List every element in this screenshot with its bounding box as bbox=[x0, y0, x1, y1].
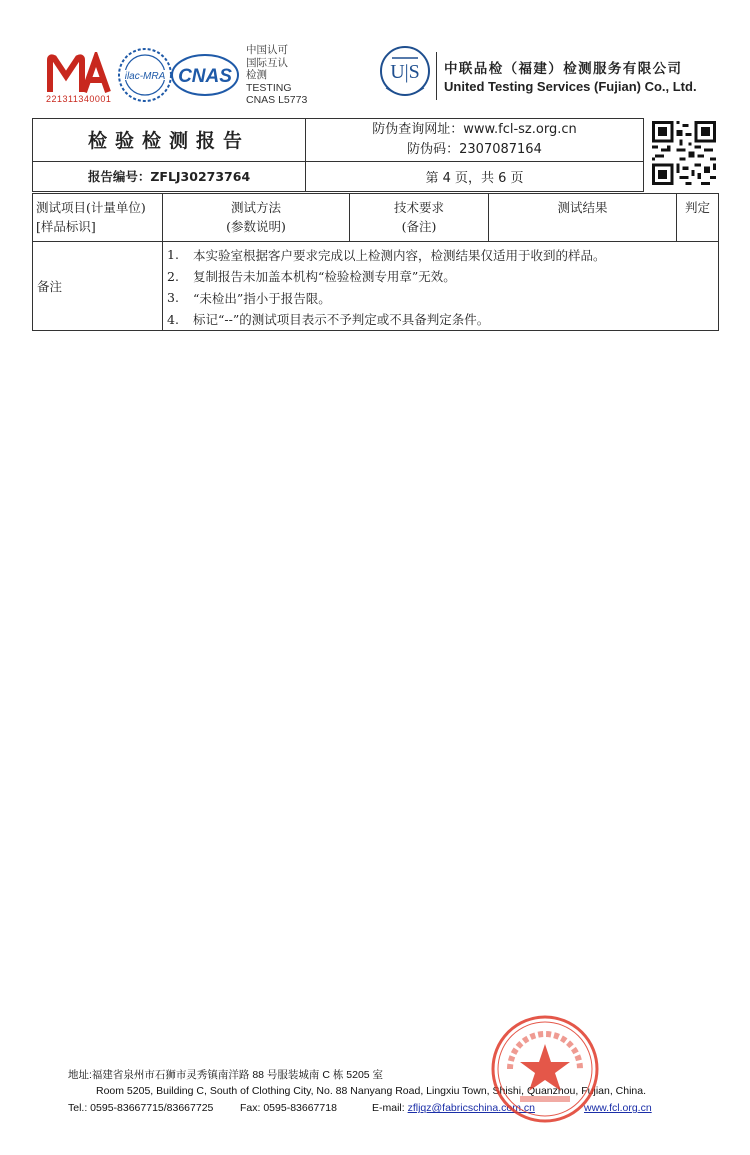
verify-url[interactable]: 防伪查询网址：www.fcl-sz.org.cn bbox=[372, 121, 577, 137]
svg-text:ilac-MRA: ilac-MRA bbox=[124, 71, 166, 82]
report-info-table bbox=[32, 118, 644, 192]
remarks-row bbox=[33, 242, 719, 331]
svg-text:U|S: U|S bbox=[390, 61, 420, 83]
col-test-method: 测试方法 (参数说明) bbox=[163, 194, 350, 242]
uts-logo-icon bbox=[378, 44, 432, 106]
footer-address-en: Room 5205, Building C, South of Clothing City, No. 88 Nanyang Road, Lingxiu Town, Shishi, Quanzhou, Fujian, China. bbox=[96, 1085, 647, 1097]
footer-fax: Fax: 0595-83667718 bbox=[240, 1102, 337, 1114]
verify-code: 防伪码：2307087164 bbox=[407, 141, 542, 157]
list-item: 4. 标记“--”的测试项目表示不予判定或不具备判定条件。 bbox=[167, 311, 490, 328]
footer-tel: Tel.: 0595-83667715/83667725 bbox=[68, 1102, 214, 1114]
list-item: 1. 本实验室根据客户要求完成以上检测内容，检测结果仅适用于收到的样品。 bbox=[167, 247, 606, 263]
company-name-en: United Testing Services (Fujian) Co., Ltd. bbox=[444, 79, 697, 94]
test-results-table bbox=[32, 193, 719, 331]
table-header-row bbox=[33, 194, 719, 242]
email-link[interactable]: zfljqz@fabricschina.com.cn bbox=[407, 1102, 535, 1114]
col-judgement: 判定 bbox=[677, 194, 719, 242]
col-requirement: 技术要求 (备注) bbox=[350, 194, 489, 242]
cma-logo-icon bbox=[46, 52, 112, 96]
list-item: 2. 复制报告未加盖本机构“检验检测专用章”无效。 bbox=[167, 268, 456, 285]
accreditation-text: 中国认可 国际互认 检测 TESTING CNAS L5773 bbox=[246, 44, 308, 106]
website-link[interactable]: www.fcl.org.cn bbox=[584, 1102, 652, 1114]
qr-code-icon[interactable] bbox=[652, 120, 716, 186]
col-result: 测试结果 bbox=[489, 194, 677, 242]
report-number: 报告编号：ZFLJ30273764 bbox=[33, 161, 306, 191]
cma-code: 221311340001 bbox=[46, 94, 112, 104]
company-seal-icon bbox=[490, 1014, 600, 1124]
remarks-label: 备注 bbox=[33, 242, 163, 331]
footer-address-cn: 地址:福建省泉州市石狮市灵秀镇南洋路 88 号服装城南 C 栋 5205 室 bbox=[68, 1069, 384, 1081]
verification-info bbox=[306, 119, 644, 162]
col-test-item: 测试项目(计量单位) [样品标识] bbox=[33, 194, 163, 242]
cnas-logo-icon bbox=[170, 52, 240, 98]
page-indicator: 第 4 页，共 6 页 bbox=[306, 161, 644, 191]
svg-text:CNAS: CNAS bbox=[178, 66, 232, 87]
report-title: 检验检测报告 bbox=[33, 119, 306, 162]
list-item: 3. “未检出”指小于报告限。 bbox=[167, 290, 331, 306]
footer-email: E-mail: zfljqz@fabricschina.com.cn bbox=[372, 1102, 535, 1114]
company-name-cn: 中联品检（福建）检测服务有限公司 bbox=[444, 61, 683, 77]
ilac-mra-logo-icon bbox=[116, 46, 174, 104]
header-divider bbox=[436, 52, 437, 100]
remarks-list bbox=[163, 242, 719, 331]
